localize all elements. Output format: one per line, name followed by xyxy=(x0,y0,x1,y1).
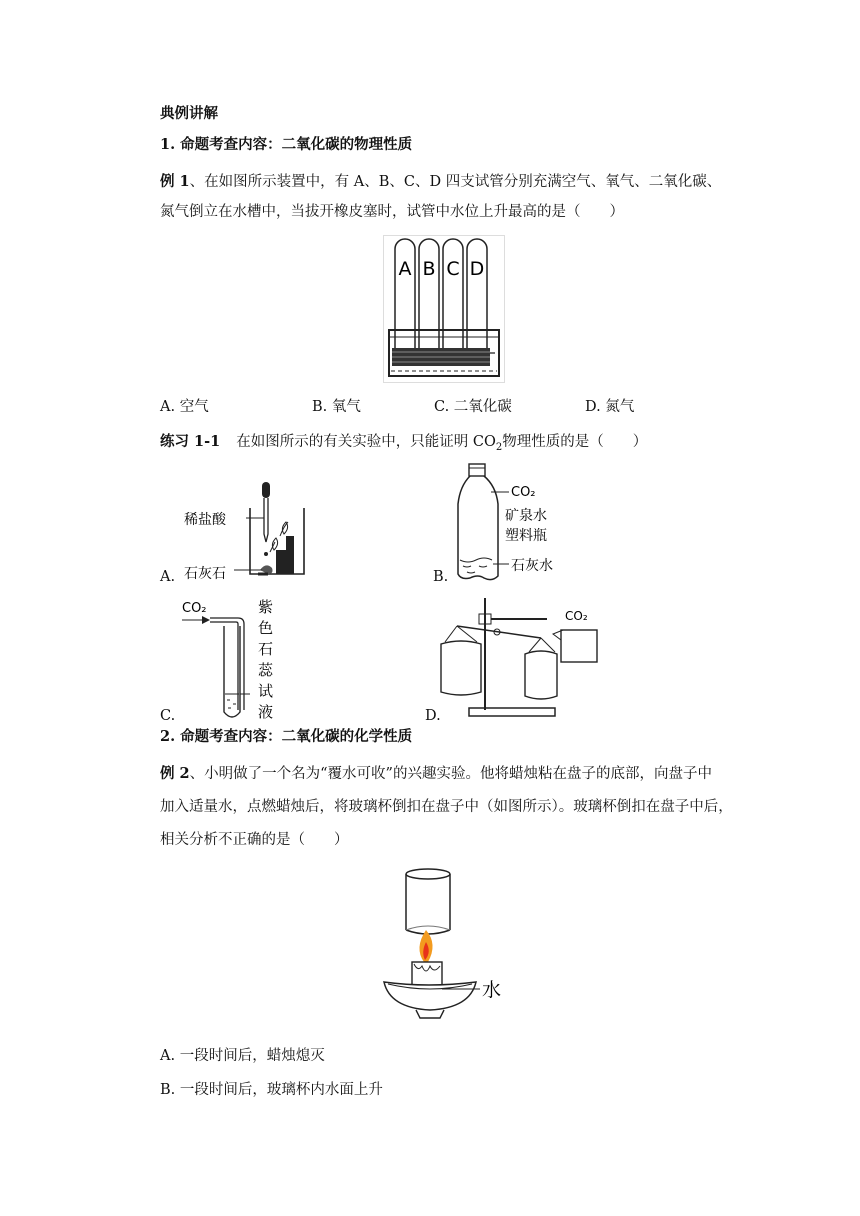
figure-test-tubes xyxy=(383,235,505,383)
practice-option-d: D. xyxy=(425,708,441,724)
example-1-text-1: 、在如图所示装置中，有 A、B、C、D 四支试管分别充满空气、氧气、二氧化碳、 xyxy=(189,174,722,190)
label-co2-d: CO₂ xyxy=(565,609,588,623)
label-litmus-6: 液 xyxy=(258,703,274,721)
figure-d-balance xyxy=(437,596,607,722)
practice-option-a: A. xyxy=(160,569,176,585)
example-1-line-1 xyxy=(160,172,721,192)
example-1-option-d: D. 氮气 xyxy=(585,399,635,415)
label-dilute-acid: 稀盐酸 xyxy=(184,512,226,528)
label-litmus-2: 色 xyxy=(258,619,274,637)
section-title: 典例讲解 xyxy=(160,105,218,122)
tube-label-d: D xyxy=(469,258,485,280)
example-1-option-a: A. 空气 xyxy=(160,399,209,415)
figure-a-acid-limestone xyxy=(178,478,308,583)
label-co2-c: CO₂ xyxy=(182,601,207,616)
label-plastic-bottle: 塑料瓶 xyxy=(505,528,547,544)
example-2-line-2: 加入适量水，点燃蜡烛后，将玻璃杯倒扣在盘子中（如图所示）。玻璃杯倒扣在盘子中后， xyxy=(160,799,733,815)
practice-text-after: 物理性质的是（ ） xyxy=(502,434,648,450)
example-1-option-b: B. 氧气 xyxy=(312,399,361,415)
tube-label-a: A xyxy=(398,258,412,280)
tube-label-c: C xyxy=(446,258,460,280)
topic-1-heading: 1. 命题考查内容：二氧化碳的物理性质 xyxy=(160,136,413,153)
practice-option-b: B. xyxy=(433,569,449,585)
label-mineral-water: 矿泉水 xyxy=(505,508,547,524)
label-water: 水 xyxy=(482,979,502,1001)
example-1-label: 例 1 xyxy=(160,173,190,190)
label-limewater: 石灰水 xyxy=(511,558,553,574)
example-1-line-2: 氮气倒立在水槽中，当拔开橡皮塞时，试管中水位上升最高的是（ ） xyxy=(160,204,624,220)
topic-2-heading: 2. 命题考查内容：二氧化碳的化学性质 xyxy=(160,728,413,745)
figure-c-litmus xyxy=(180,598,290,722)
practice-option-c: C. xyxy=(160,708,176,724)
label-limestone: 石灰石 xyxy=(184,566,226,582)
example-2-option-a: A. 一段时间后，蜡烛熄灭 xyxy=(160,1048,325,1064)
example-2-text-1: 、小明做了一个名为“覆水可收”的兴趣实验。他将蜡烛粘在盘子的底部，向盘子中 xyxy=(189,766,712,782)
tube-label-b: B xyxy=(422,258,436,280)
label-litmus-3: 石 xyxy=(258,640,274,658)
example-2-option-b: B. 一段时间后，玻璃杯内水面上升 xyxy=(160,1082,383,1098)
practice-1-1-question xyxy=(160,432,647,458)
figure-b-plastic-bottle xyxy=(455,462,575,584)
figure-candle-glass xyxy=(380,866,510,1030)
practice-text-before: 在如图所示的有关实验中，只能证明 CO xyxy=(236,434,496,450)
label-litmus-1: 紫 xyxy=(258,598,274,616)
example-1-option-c: C. 二氧化碳 xyxy=(434,399,512,415)
label-litmus-5: 试 xyxy=(258,682,274,700)
label-co2-b: CO₂ xyxy=(511,485,536,500)
practice-subscript: 2 xyxy=(495,441,503,453)
label-litmus-4: 蕊 xyxy=(258,661,274,679)
example-2-line-1 xyxy=(160,764,712,784)
practice-1-1-label: 练习 1-1 xyxy=(160,433,221,450)
example-2-label: 例 2 xyxy=(160,765,190,782)
example-2-line-3: 相关分析不正确的是（ ） xyxy=(160,832,349,848)
